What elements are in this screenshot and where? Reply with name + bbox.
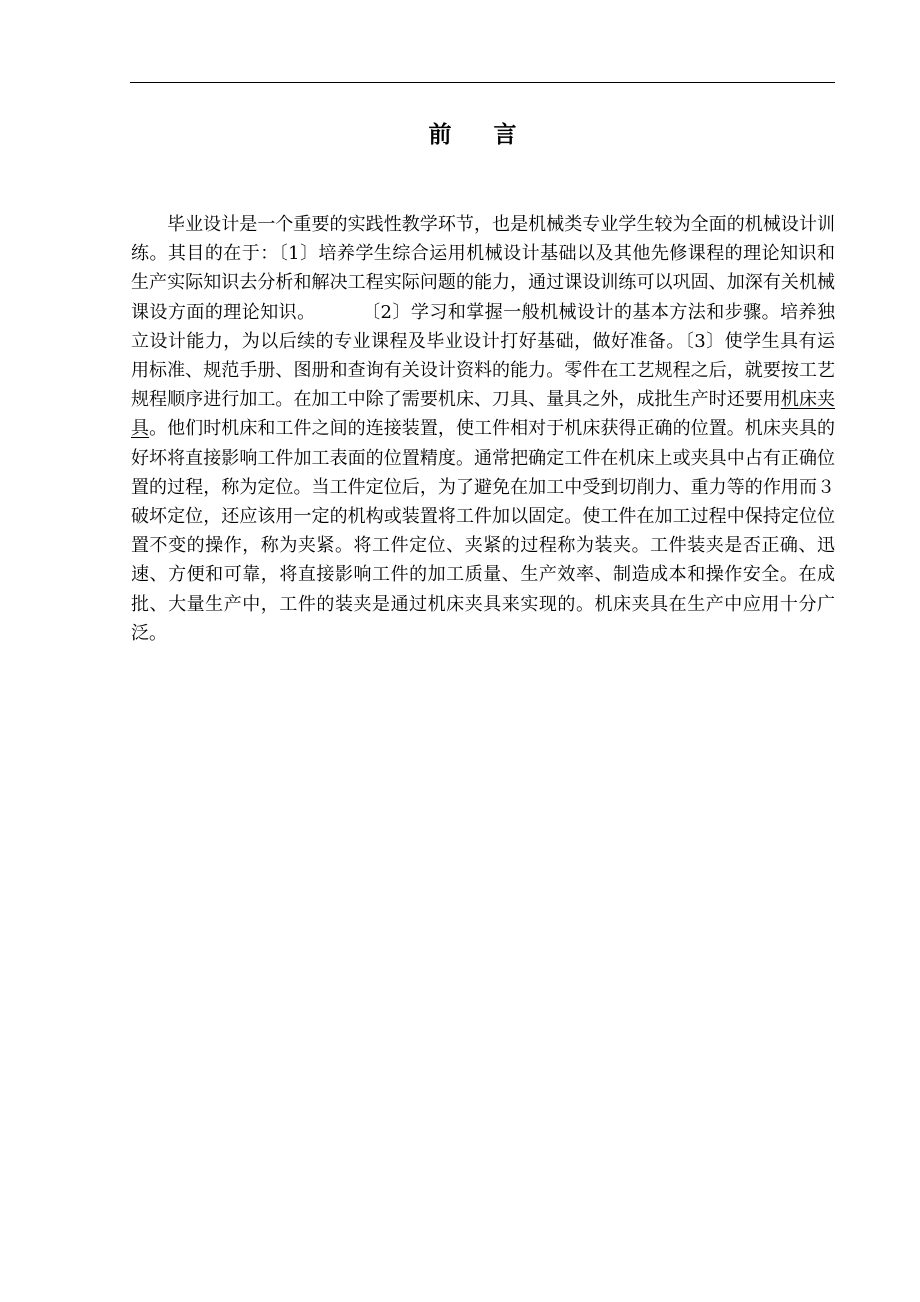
- paragraph-part-2: 〔2〕学习和掌握一般机械设计的基本方法和步骤。培养独立设计能力，为以后续的专业课程及毕业设计打好基础，做好准备。〔3〕使学生具有运用标准、规范手册、图册和查询有关设计资料的能力。零件在工艺规程之后，就要按工艺规程顺序进行加工。在加工中除了需要机床、刀具、量具之外，成批生产时还要用: [131, 301, 836, 411]
- paragraph-part-3: 。他们时机床和工件之间的连接装置，使工件相对于机床获得正确的位置。机床夹具的好坏将直接影响工件加工表面的位置精度。通常把确定工件在机床上或夹具中占有正确位置的过程，称为定位。当工件定位后，为了避免在加工中受到切削力、重力等的作用而３破坏定位，还应该用一定的机构或装置将工件加以固定。使工件在加工过程中保持定位位置不变的操作，称为夹紧。将工件定位、夹紧的过程称为装夹。工件装夹是否正确、迅速、方便和可靠，将直接影响工件的加工质量、生产效率、制造成本和操作安全。在成批、大量生产中，工件的装夹是通过机床夹具来实现的。机床夹具在生产中应用十分广泛。: [131, 418, 836, 644]
- preface-paragraph: [131, 210, 835, 648]
- page-title: [0, 118, 920, 152]
- title-char-2: 言: [493, 121, 517, 148]
- paragraph-part-1: 毕业设计是一个重要的实践性教学环节，也是机械类专业学生较为全面的机械设计训练。其目的在于：〔1〕培养学生综合运用机械设计基础以及其他先修课程的理论知识和生产实际知识去分析和解决工程实际问题的能力，通过课设训练可以巩固、加深有关机械课设方面的理论知识。: [131, 214, 835, 323]
- underlined-term: 机床夹具: [131, 389, 836, 440]
- header-rule: [130, 82, 835, 83]
- title-char-1: 前: [428, 121, 452, 148]
